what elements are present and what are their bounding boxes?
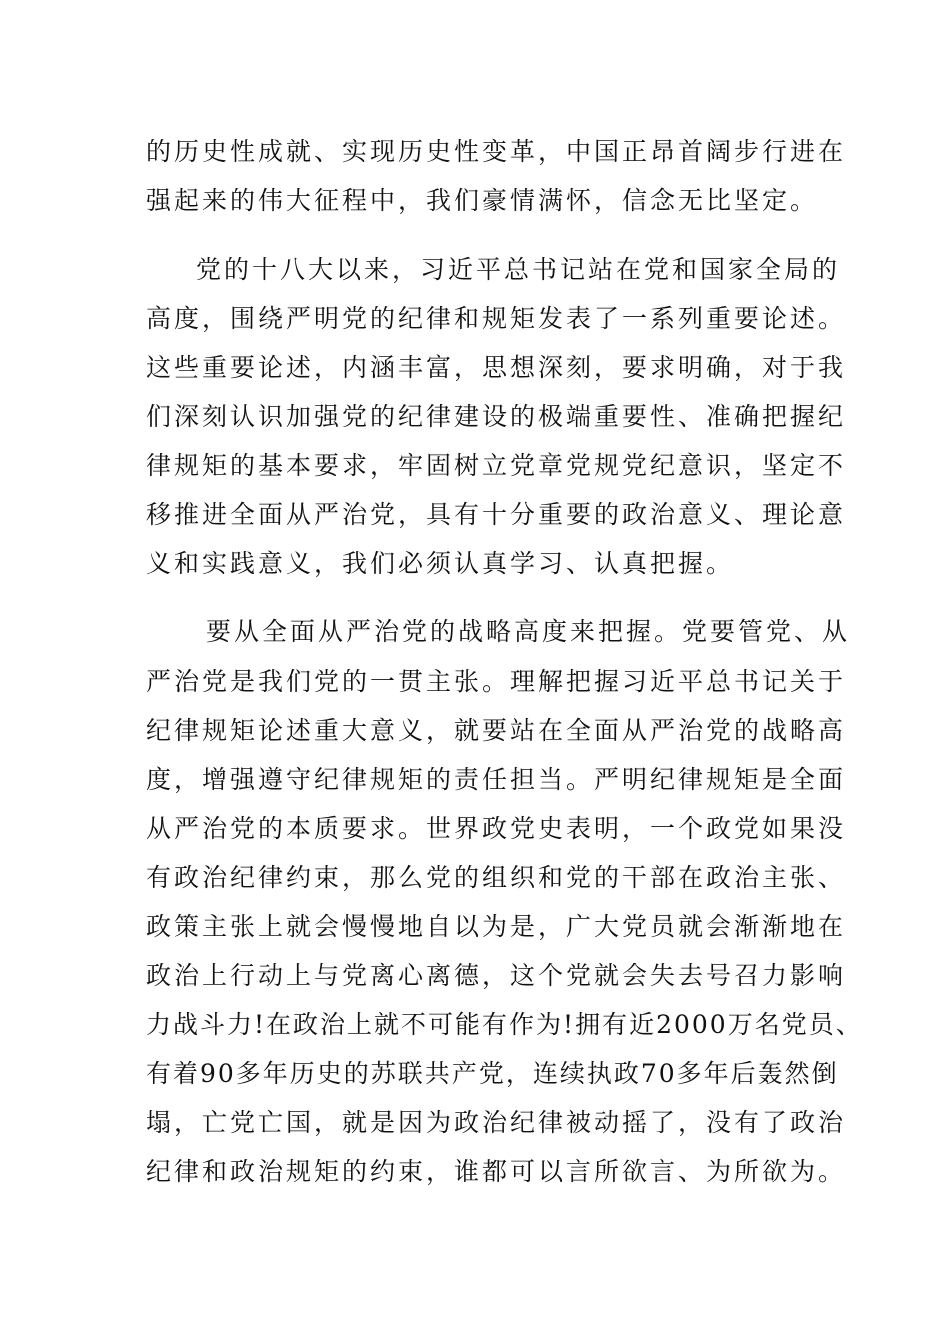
text-line: 严治党是我们党的一贯主张。理解把握习近平总书记关于 bbox=[146, 667, 847, 696]
text-line: 政治上行动上与党离心离德，这个党就会失去号召力影响 bbox=[146, 961, 847, 990]
text-line: 政策主张上就会慢慢地自以为是，广大党员就会渐渐地在 bbox=[146, 912, 847, 941]
text-line: 们深刻认识加强党的纪律建设的极端重要性、准确把握纪 bbox=[146, 402, 847, 431]
text-line: 移推进全面从严治党，具有十分重要的政治意义、理论意 bbox=[146, 500, 847, 529]
text-line: 纪律规矩论述重大意义，就要站在全面从严治党的战略高 bbox=[146, 716, 847, 745]
text-line: 高度，围绕严明党的纪律和规矩发表了一系列重要论述。 bbox=[146, 304, 847, 333]
text-line: 党的十八大以来，习近平总书记站在党和国家全局的 bbox=[196, 255, 841, 284]
text-line: 有着90多年历史的苏联共产党，连续执政70多年后轰然倒 bbox=[146, 1059, 839, 1088]
text-line: 从严治党的本质要求。世界政党史表明，一个政党如果没 bbox=[146, 814, 847, 843]
text-line: 力战斗力!在政治上就不可能有作为!拥有近2000万名党员、 bbox=[146, 1010, 863, 1039]
text-line: 这些重要论述，内涵丰富，思想深刻，要求明确，对于我 bbox=[146, 353, 847, 382]
text-line: 要从全面从严治党的战略高度来把握。党要管党、从 bbox=[206, 617, 851, 646]
text-line: 义和实践意义，我们必须认真学习、认真把握。 bbox=[146, 549, 735, 578]
text-line: 强起来的伟大征程中，我们豪情满怀，信念无比坚定。 bbox=[146, 186, 819, 215]
text-line: 有政治纪律约束，那么党的组织和党的干部在政治主张、 bbox=[146, 863, 847, 892]
text-line: 律规矩的基本要求，牢固树立党章党规党纪意识，坚定不 bbox=[146, 451, 847, 480]
text-line: 塌，亡党亡国，就是因为政治纪律被动摇了，没有了政治 bbox=[146, 1108, 847, 1137]
text-line: 的历史性成就、实现历史性变革，中国正昂首阔步行进在 bbox=[146, 137, 847, 166]
text-line: 度，增强遵守纪律规矩的责任担当。严明纪律规矩是全面 bbox=[146, 765, 847, 794]
text-line: 纪律和政治规矩的约束，谁都可以言所欲言、为所欲为。 bbox=[146, 1157, 847, 1186]
